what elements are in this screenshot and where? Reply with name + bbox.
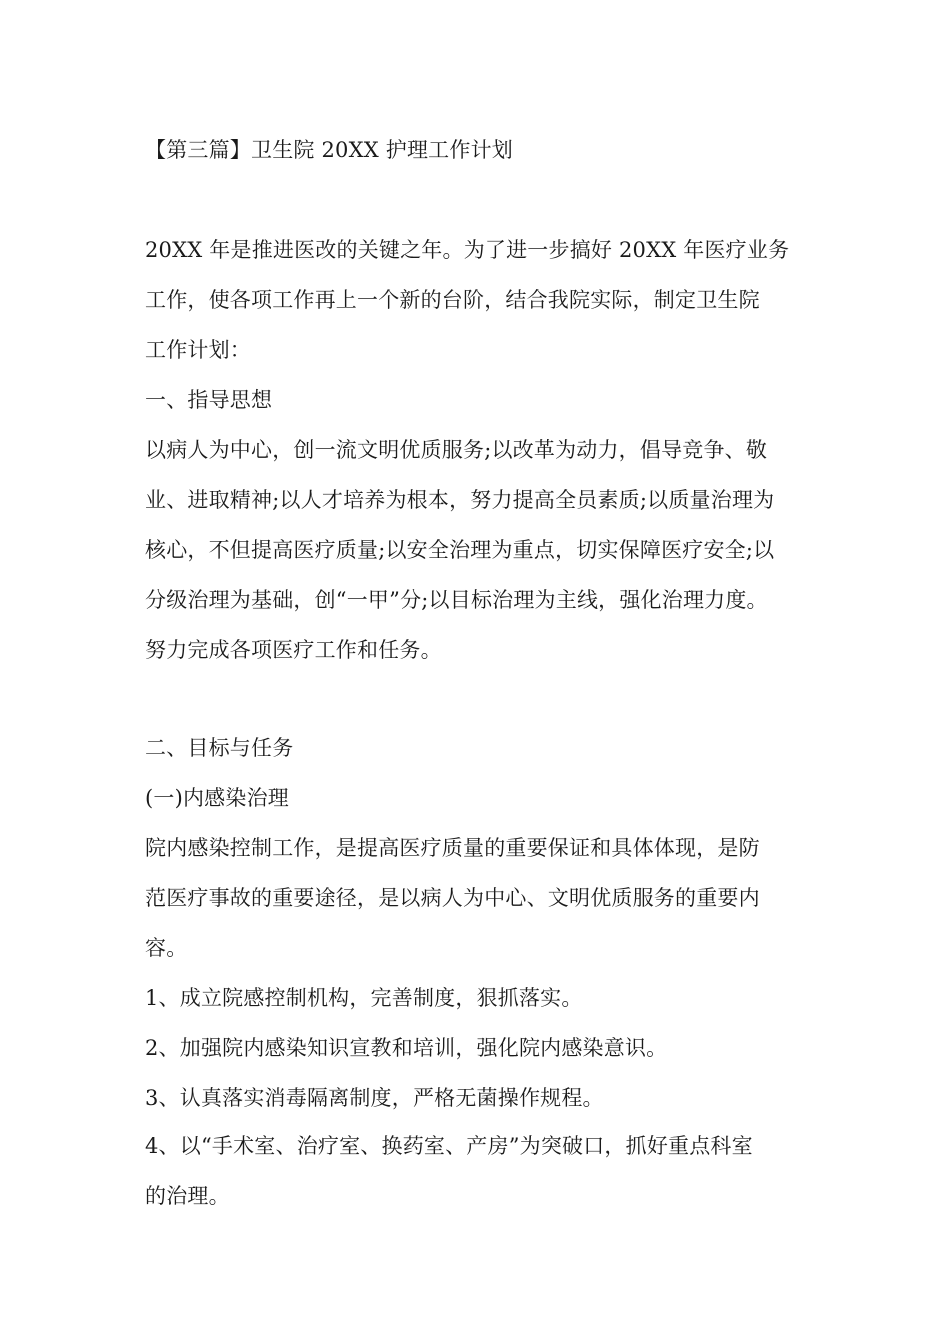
document-title: 【第三篇】卫生院 20XX 护理工作计划 [145,138,513,162]
section2-line-3: 容。 [145,936,188,960]
section1-line-2: 业、进取精神;以人才培养为根本，努力提高全员素质;以质量治理为 [145,488,775,512]
section2-line-2: 范医疗事故的重要途径，是以病人为中心、文明优质服务的重要内 [145,886,760,910]
section2-line-1: 院内感染控制工作，是提高医疗质量的重要保证和具体体现，是防 [145,836,760,860]
list-item-4: 4、以“手术室、治疗室、换药室、产房”为突破口，抓好重点科室 [145,1134,753,1158]
section1-line-5: 努力完成各项医疗工作和任务。 [145,638,442,662]
intro-line-3: 工作计划： [145,338,251,362]
section1-line-4: 分级治理为基础，创“一甲”分;以目标治理为主线，强化治理力度。 [145,588,768,612]
list-item-4-continued: 的治理。 [145,1184,230,1208]
section1-heading: 一、指导思想 [145,388,273,412]
list-item-3: 3、认真落实消毒隔离制度，严格无菌操作规程。 [145,1086,604,1110]
section2-heading: 二、目标与任务 [145,736,294,760]
intro-line-1: 20XX 年是推进医改的关键之年。为了进一步搞好 20XX 年医疗业务 [145,238,790,262]
list-item-1: 1、成立院感控制机构，完善制度，狠抓落实。 [145,986,583,1010]
intro-line-2: 工作，使各项工作再上一个新的台阶，结合我院实际，制定卫生院 [145,288,760,312]
section1-line-3: 核心，不但提高医疗质量;以安全治理为重点，切实保障医疗安全;以 [145,538,775,562]
section2-subheading: (一)内感染治理 [145,786,289,810]
section1-line-1: 以病人为中心，创一流文明优质服务;以改革为动力，倡导竞争、敬 [145,438,768,462]
list-item-2: 2、加强院内感染知识宣教和培训，强化院内感染意识。 [145,1036,668,1060]
